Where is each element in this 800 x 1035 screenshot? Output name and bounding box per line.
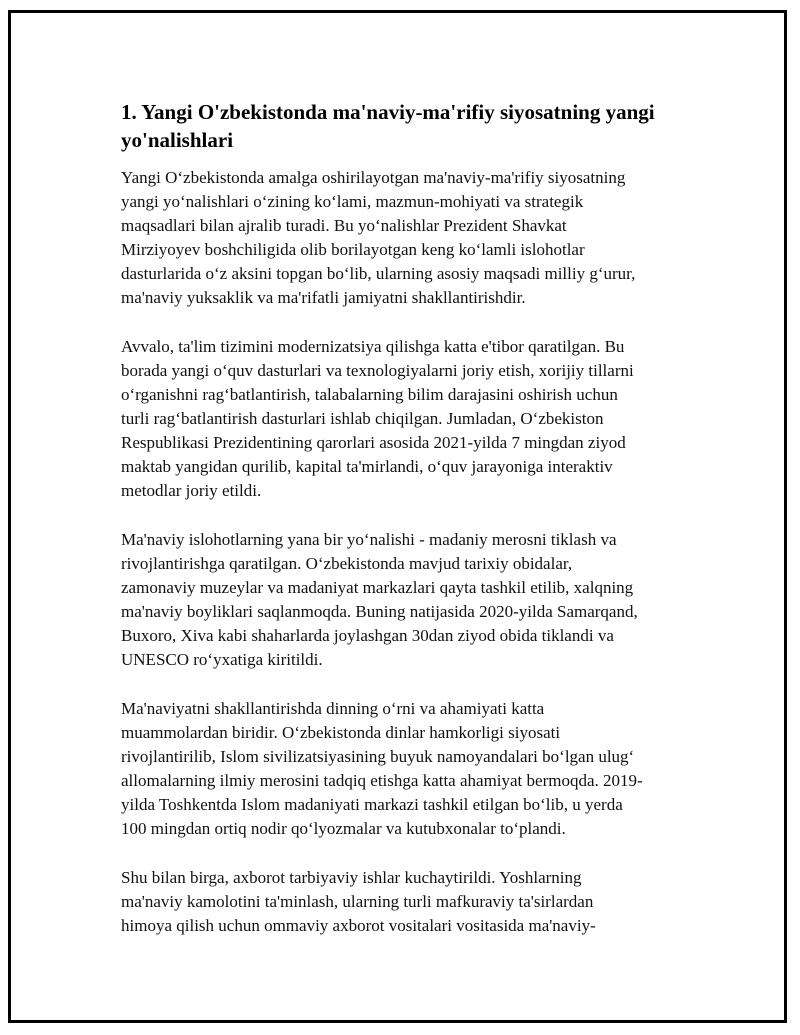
paragraph-media: Shu bilan birga, axborot tarbiyaviy ishlar kuchaytirildi. Yoshlarning ma'naviy kamolotini ta'minlash, ularning turli mafkuraviy ta'sirlardan himoya qilish uchun ommaviy axborot vositalari vositasida ma'naviy- bbox=[121, 868, 596, 935]
paragraph-intro: Yangi O‘zbekistonda amalga oshirilayotgan ma'naviy-ma'rifiy siyosatning yangi yo‘nalishlari o‘zining ko‘lami, mazmun-mohiyati va strategik maqsadlari bilan ajralib turadi. Bu yo‘nalishlar Prezident Shavkat Mirziyoyev boshchiligida olib borilayotgan keng ko‘lamli islohotlar dasturlarida o‘z aksini topgan bo‘lib, ularning asosiy maqsadi milliy g‘urur, ma'naviy yuksaklik va ma'rifatli jamiyatni shakllantirishdir. bbox=[121, 168, 636, 307]
paragraph-religion: Ma'naviyatni shakllantirishda dinning o‘rni va ahamiyati katta muammolardan biridir. O‘zbekistonda dinlar hamkorligi siyosati rivojlantirilib, Islom sivilizatsiyasining buyuk namoyandalari bo‘lgan ulug‘ allomalarning ilmiy merosini tadqiq etishga katta ahamiyat bermoqda. 2019- yilda Toshkentda Islom madaniyati markazi tashkil etilgan bo‘lib, u yerda 100 mingdan ortiq nodir qo‘lyozmalar va kutubxonalar to‘plandi. bbox=[121, 699, 643, 838]
paragraph-heritage: Ma'naviy islohotlarning yana bir yo‘nalishi - madaniy merosni tiklash va rivojlantirishga qaratilgan. O‘zbekistonda mavjud tarixiy obidalar, zamonaviy muzeylar va madaniyat markazlari qayta tashkil etilib, xalqning ma'naviy boyliklari saqlanmoqda. Buning natijasida 2020-yilda Samarqand, Buxoro, Xiva kabi shaharlarda joylashgan 30dan ziyod obida tiklandi va UNESCO ro‘yxatiga kiritildi. bbox=[121, 530, 638, 669]
section-heading: 1. Yangi O'zbekistonda ma'naviy-ma'rifiy siyosatning yangi yo'nalishlari bbox=[121, 100, 655, 152]
document-page bbox=[8, 10, 787, 1023]
paragraph-education: Avvalo, ta'lim tizimini modernizatsiya qilishga katta e'tibor qaratilgan. Bu borada yangi o‘quv dasturlari va texnologiyalarni joriy etish, xorijiy tillarni o‘rganishni rag‘batlantirish, talabalarning bilim darajasini oshirish uchun turli rag‘batlantirish dasturlari ishlab chiqilgan. Jumladan, O‘zbekiston Respublikasi Prezidentining qarorlari asosida 2021-yilda 7 mingdan ziyod maktab yangidan qurilib, kapital ta'mirlandi, o‘quv jarayoniga interaktiv metodlar joriy etildi. bbox=[121, 337, 634, 500]
document-body bbox=[121, 98, 701, 963]
